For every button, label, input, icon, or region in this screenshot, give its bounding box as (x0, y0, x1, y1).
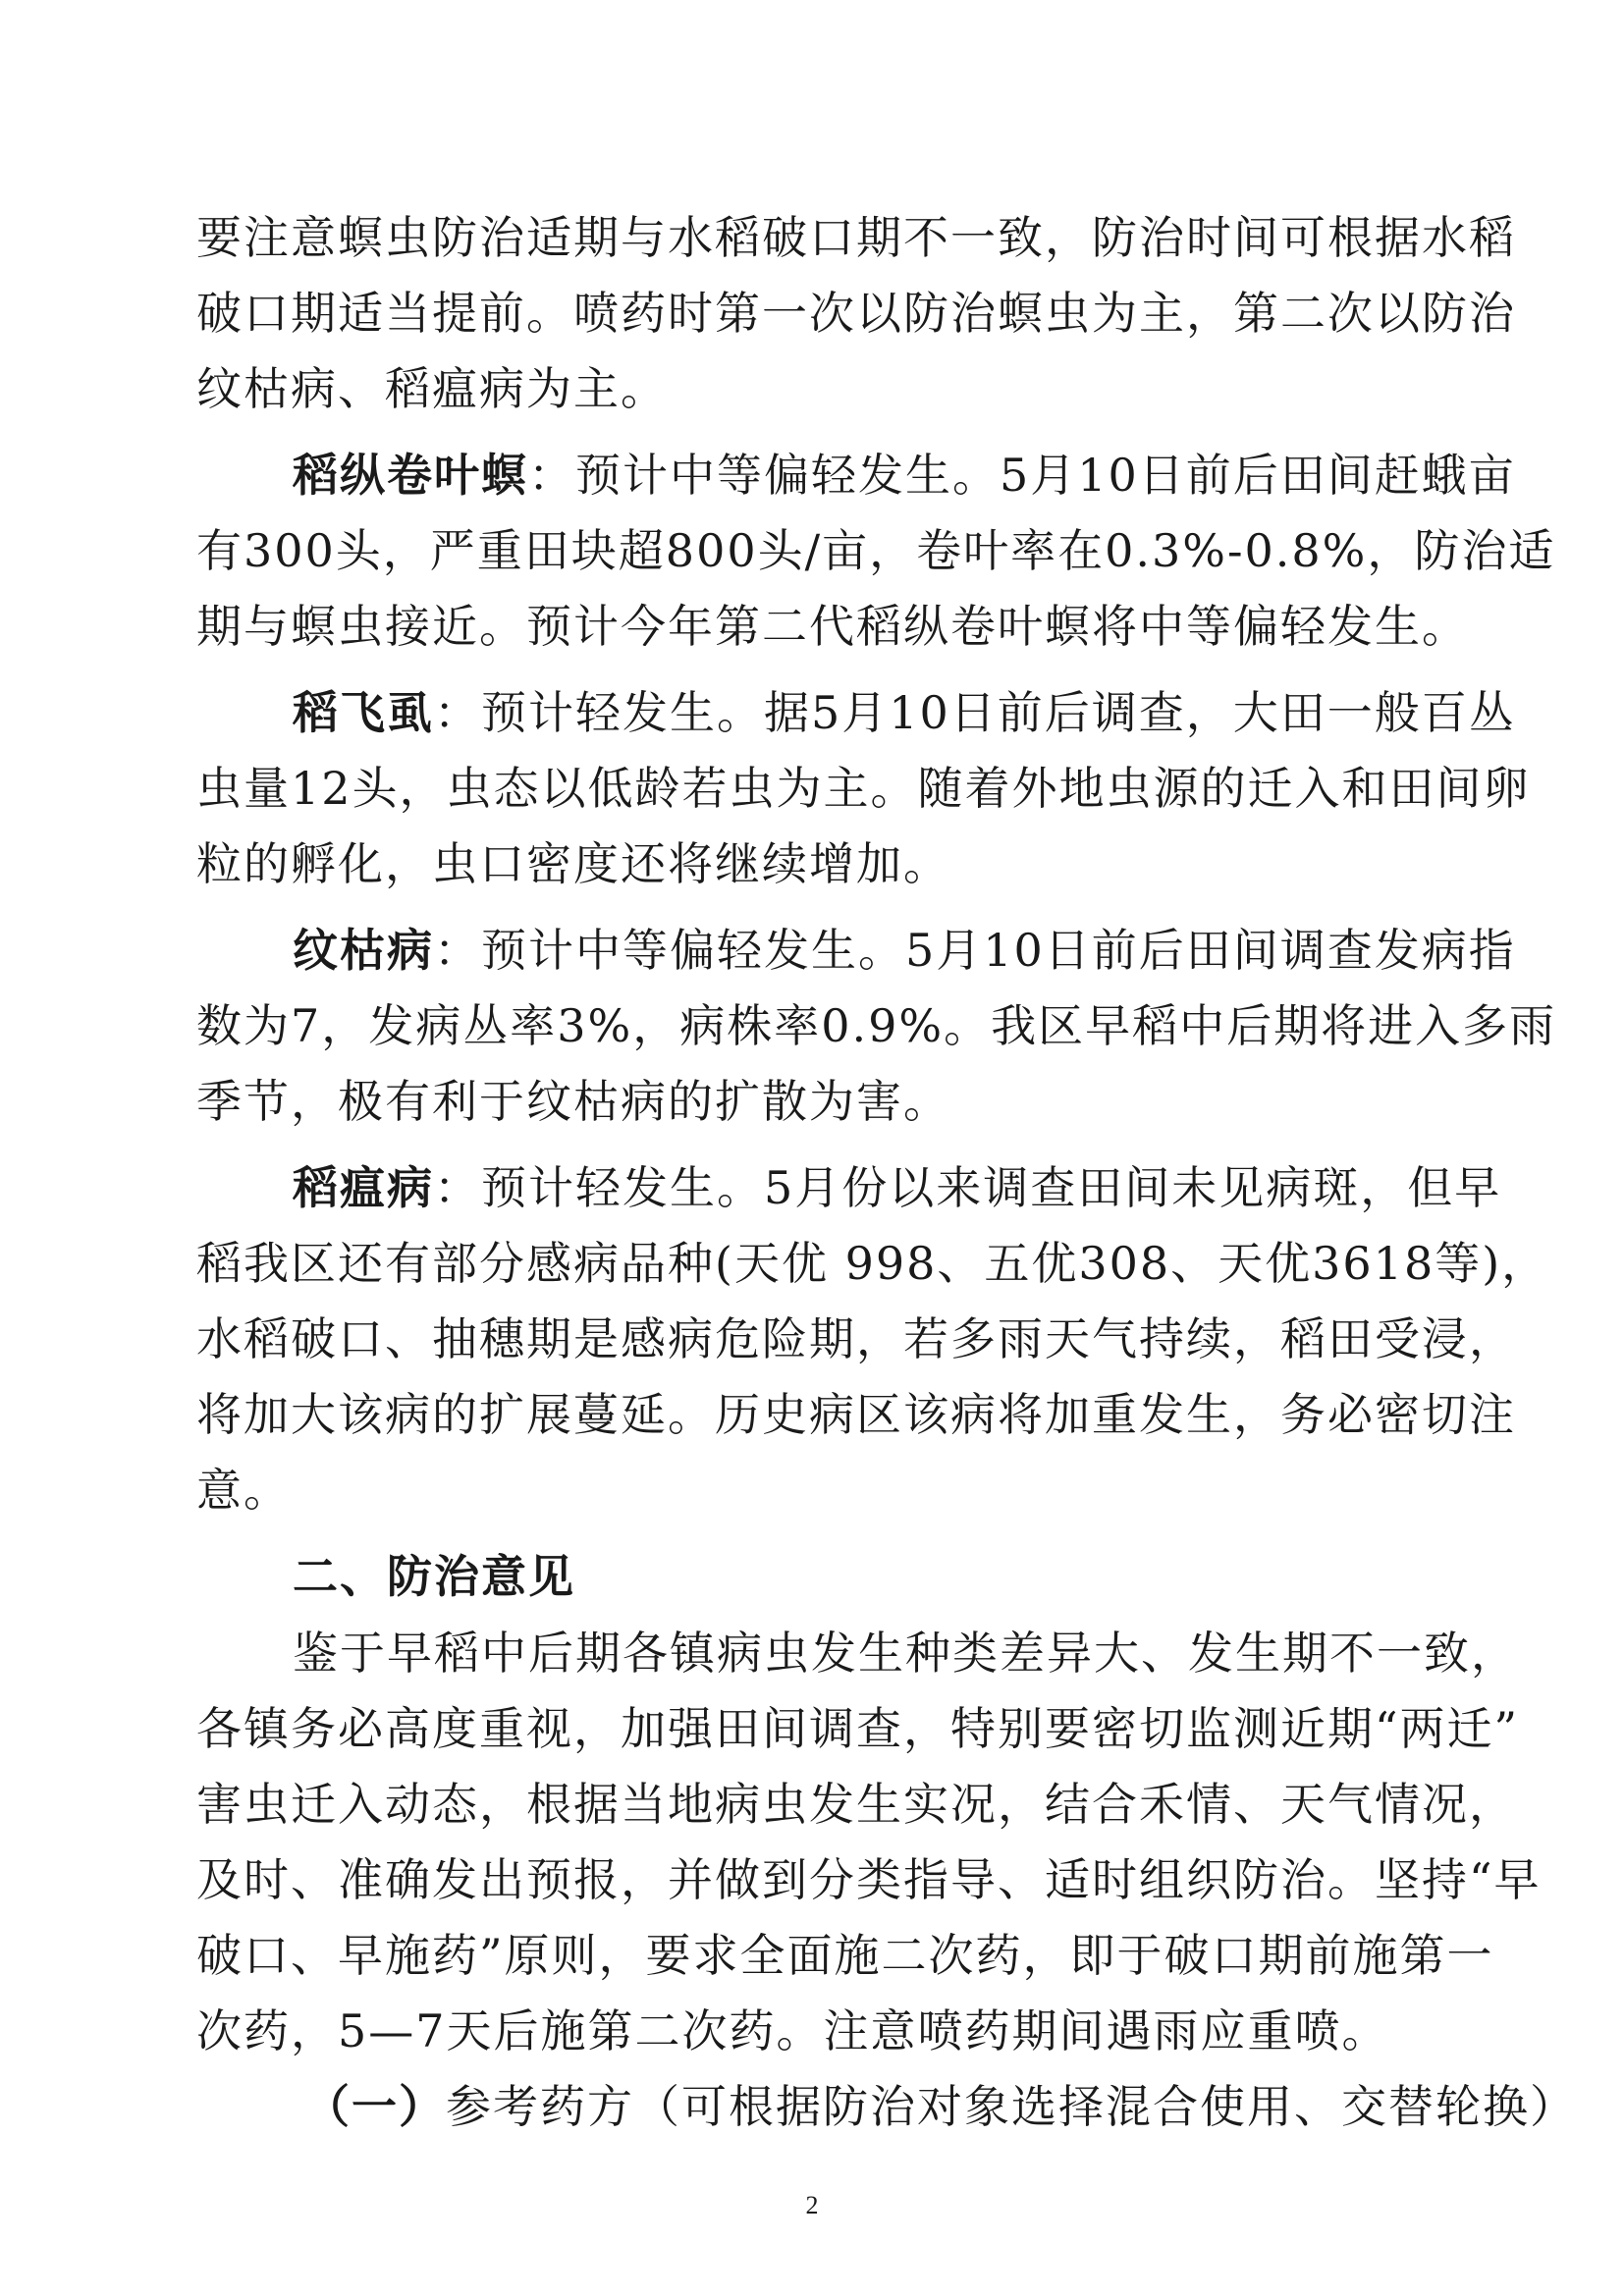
paragraph-line (196, 1700, 1520, 1757)
line-text: ：预计轻发生。据5月10日前后调查，大田一般百丛 (434, 686, 1516, 739)
page-number: 2 (805, 2191, 819, 2219)
line-text: 纹枯病、稻瘟病为主。 (196, 362, 668, 415)
paragraph-line (196, 1927, 1494, 1984)
line-text: 期与螟虫接近。预计今年第二代稻纵卷叶螟将中等偏轻发生。 (196, 600, 1469, 653)
paragraph-line (196, 598, 1469, 655)
paragraph-line (293, 922, 1516, 979)
subsection-number: （一） (304, 2080, 446, 2133)
line-text: 害虫迁入动态，根据当地病虫发生实况，结合禾情、天气情况， (196, 1778, 1516, 1831)
paragraph-line (196, 2002, 1434, 2059)
paragraph-line (196, 1462, 1434, 1519)
line-text: 破口、早施药”原则，要求全面施二次药，即于破口期前施第一 (196, 1929, 1494, 1982)
paragraph-line (196, 1851, 1542, 1908)
paragraph-line (196, 1073, 1434, 1130)
paragraph-line (196, 209, 1516, 266)
section-heading: 稻纵卷叶螟 (293, 449, 528, 502)
line-text: 及时、准确发出预报，并做到分类指导、适时组织防治。坚持“早 (196, 1853, 1542, 1906)
line-text: ：预计轻发生。5月份以来调查田间未见病斑，但早 (434, 1161, 1502, 1214)
line-text: 参考药方（可根据防治对象选择混合使用、交替轮换） (446, 2080, 1577, 2133)
line-text: 破口期适当提前。喷药时第一次以防治螟虫为主，第二次以防治 (196, 287, 1516, 340)
paragraph-line (196, 835, 1434, 892)
paragraph-line (196, 1235, 1549, 1292)
section-heading: 纹枯病 (293, 924, 434, 977)
subsection-title (304, 2078, 1577, 2135)
line-text: 水稻破口、抽穗期是感病危险期，若多雨天气持续，稻田受浸， (196, 1312, 1516, 1365)
paragraph-line (196, 1386, 1516, 1443)
paragraph-line (293, 1159, 1502, 1216)
line-text: 将加大该病的扩展蔓延。历史病区该病将加重发生，务必密切注 (196, 1388, 1516, 1441)
line-text: 次药，5—7天后施第二次药。注意喷药期间遇雨应重喷。 (196, 2004, 1389, 2057)
line-text: 季节，极有利于纹枯病的扩散为害。 (196, 1075, 950, 1128)
line-text: 要注意螟虫防治适期与水稻破口期不一致，防治时间可根据水稻 (196, 211, 1516, 264)
line-text: 有300头，严重田块超800头/亩，卷叶率在0.3%-0.8%，防治适 (196, 524, 1556, 577)
paragraph-line (196, 997, 1557, 1054)
paragraph-line (196, 1310, 1516, 1367)
paragraph-line (196, 760, 1531, 817)
line-text: 意。 (196, 1464, 291, 1517)
line-text: 鉴于早稻中后期各镇病虫发生种类差异大、发生期不一致， (293, 1627, 1518, 1680)
line-text: ：预计中等偏轻发生。5月10日前后田间赶蛾亩 (528, 449, 1516, 502)
line-text: 粒的孵化，虫口密度还将继续增加。 (196, 837, 950, 890)
line-text: 数为7，发病丛率3%，病株率0.9%。我区早稻中后期将进入多雨 (196, 999, 1557, 1052)
section-heading: 二、防治意见 (293, 1550, 575, 1603)
paragraph-line (196, 1776, 1516, 1833)
section-heading: 稻瘟病 (293, 1161, 434, 1214)
line-text: 各镇务必高度重视，加强田间调查，特别要密切监测近期“两迁” (196, 1702, 1520, 1755)
paragraph-line (293, 684, 1516, 741)
paragraph-line (293, 1625, 1518, 1682)
section-heading: 稻飞虱 (293, 686, 434, 739)
paragraph-line (196, 360, 1434, 417)
line-text: 虫量12头，虫态以低龄若虫为主。随着外地虫源的迁入和田间卵 (196, 762, 1531, 815)
line-text: ：预计中等偏轻发生。5月10日前后田间调查发病指 (434, 924, 1516, 977)
paragraph-line (293, 447, 1516, 504)
section-title (293, 1548, 1434, 1605)
line-text: 稻我区还有部分感病品种(天优 998、五优308、天优3618等)， (196, 1237, 1549, 1290)
paragraph-line (196, 522, 1556, 579)
paragraph-line (196, 285, 1516, 342)
